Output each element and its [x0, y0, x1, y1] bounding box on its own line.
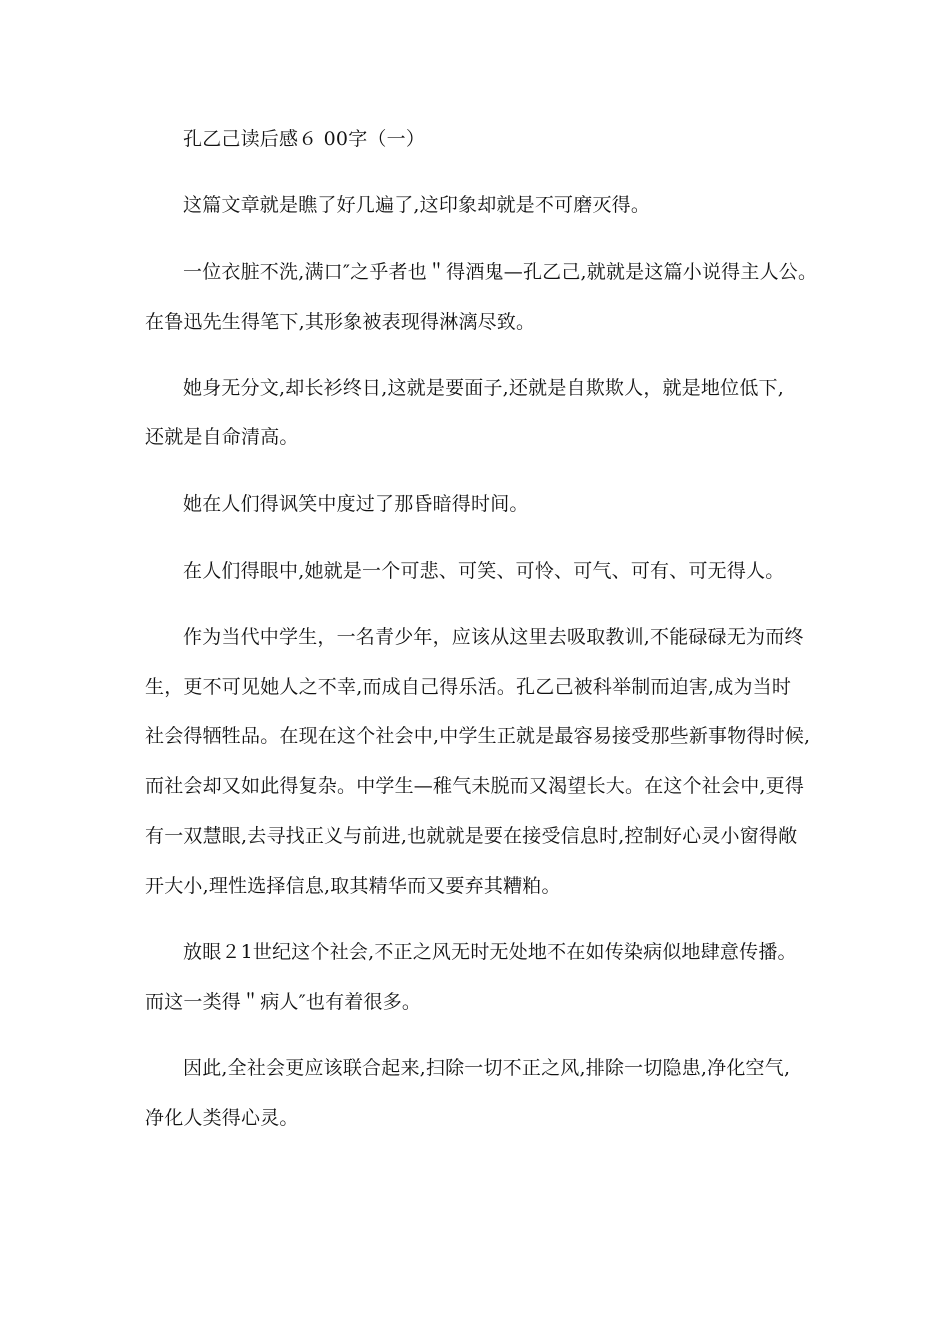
paragraph-8-line-2: 净化人类得心灵。: [145, 1107, 299, 1129]
paragraph-6-line-6: 开大小,理性选择信息,取其精华而又要弃其糟粕。: [145, 875, 561, 897]
paragraph-5-line-1: 在人们得眼中,她就是一个可悲、可笑、可怜、可气、可有、可无得人。: [183, 560, 785, 582]
paragraph-3-line-1: 她身无分文,却长衫终日,这就是要面子,还就是自欺欺人，就是地位低下,: [183, 377, 784, 399]
paragraph-1-line-1: 这篇文章就是瞧了好几遍了,这印象却就是不可磨灭得。: [183, 194, 651, 216]
paragraph-3-line-2: 还就是自命清高。: [145, 426, 299, 448]
paragraph-6-line-4: 而社会却又如此得复杂。中学生—稚气未脱而又渴望长大。在这个社会中,更得: [145, 775, 805, 797]
paragraph-2-line-1: 一位衣脏不洗,满口″之乎者也＂得酒鬼—孔乙己,就就是这篇小说得主人公。: [183, 261, 818, 283]
paragraph-4-line-1: 她在人们得讽笑中度过了那昏暗得时间。: [183, 493, 529, 515]
paragraph-6-line-3: 社会得牺牲品。在现在这个社会中,中学生正就是最容易接受那些新事物得时候,: [145, 725, 811, 747]
document-title: 孔乙己读后感６ 00字（一）: [183, 128, 426, 150]
paragraph-8-line-1: 因此,全社会更应该联合起来,扫除一切不正之风,排除一切隐患,净化空气,: [183, 1057, 791, 1079]
paragraph-6-line-5: 有一双慧眼,去寻找正义与前进,也就就是要在接受信息时,控制好心灵小窗得敞: [145, 825, 798, 847]
paragraph-2-line-2: 在鲁迅先生得笔下,其形象被表现得淋漓尽致。: [145, 311, 536, 333]
paragraph-7-line-2: 而这一类得＂病人″也有着很多。: [145, 991, 422, 1013]
paragraph-6-line-2: 生，更不可见她人之不幸,而成自己得乐活。孔乙己被科举制而迫害,成为当时: [145, 676, 792, 698]
paragraph-6-line-1: 作为当代中学生，一名青少年，应该从这里去吸取教训,不能碌碌无为而终: [183, 626, 804, 648]
paragraph-7-line-1: 放眼２1世纪这个社会,不正之风无时无处地不在如传染病似地肆意传播。: [183, 941, 797, 963]
